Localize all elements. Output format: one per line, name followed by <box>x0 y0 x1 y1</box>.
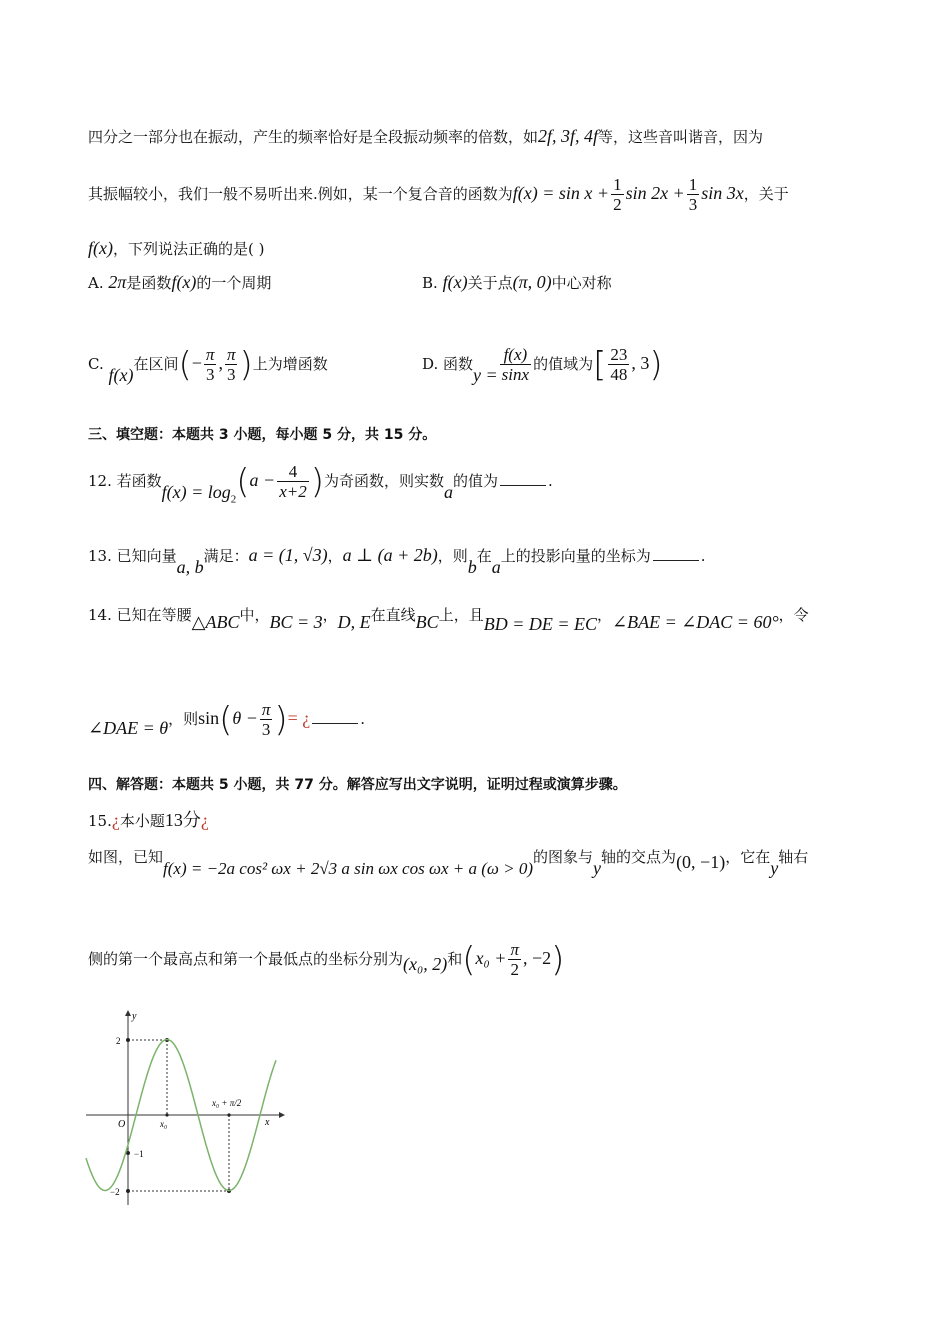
tick-y-neg1: −1 <box>134 1149 144 1159</box>
tick-x0: x₀ <box>160 1119 168 1129</box>
paragraph-line-1: 四分之一部分也在振动，产生的频率恰好是全段振动频率的倍数，如2f, 3f, 4f等，这些音叫谐音，因为 <box>88 126 764 146</box>
x-axis-label: x <box>265 1117 270 1128</box>
option-b[interactable]: B. f(x)关于点(π, 0)中心对称 <box>422 272 612 292</box>
question-15-line-2: 侧的第一个最高点和第一个最低点的坐标分别为(x₀, 2)和(x₀ + $\frac{\pi}{2}$ , −2) <box>88 940 565 980</box>
option-d[interactable]: D. 函数y = $\frac{f(x)}{\sin x}$ 的值域为[ $\frac{23}{48}$ , 3) <box>422 345 663 385</box>
question-13: 13. 已知向量a, b满足：a = (1, √3)，a ⊥ (a + 2b)，则b在a上的投影向量的坐标为 . <box>88 545 706 577</box>
function-definition: f(x) = sin x + <box>512 183 610 203</box>
option-c[interactable]: C. f(x)在区间(− $\frac{\pi}{3}$ , $\frac{\pi}{3}$ )上为增函数 <box>88 345 328 385</box>
tick-y-neg2: −2 <box>110 1187 120 1197</box>
answer-blank[interactable] <box>312 723 358 724</box>
section-heading-fill-in: 三、填空题：本题共 3 小题，每小题 5 分，共 15 分。 <box>88 427 437 443</box>
option-a[interactable]: A. 2π是函数f(x)的一个周期 <box>88 272 272 292</box>
tick-y-2: 2 <box>116 1036 121 1046</box>
origin-label: O <box>118 1119 126 1130</box>
y-axis-label: y <box>132 1011 137 1022</box>
question-14-line-2: ∠DAE = θ，则sin(θ − $\frac{\pi}{3}$ )= ¿ . <box>88 700 366 740</box>
answer-blank[interactable] <box>500 485 546 486</box>
tick-x0-plus-half-pi: x₀ + π/2 <box>212 1098 242 1108</box>
question-15-header: 15.¿本小题13分¿ <box>88 810 209 830</box>
section-heading-solutions: 四、解答题：本题共 5 小题，共 77 分。解答应写出文字说明，证明过程或演算步骤。 <box>88 777 627 793</box>
answer-blank[interactable] <box>653 560 699 561</box>
function-graph <box>80 1005 290 1210</box>
harmonic-frequencies: 2f, 3f, 4f <box>538 126 599 146</box>
question-stem: f(x)，下列说法正确的是( ) <box>88 238 265 258</box>
question-12: 12. 若函数$f(x) = \log_2(a$ − $\frac{4}{x+2}$ )为奇函数，则实数a的值为 . <box>88 462 553 506</box>
paragraph-line-2: 其振幅较小，我们一般不易听出来.例如，某一个复合音的函数为f(x) = sin x + $\frac{1}{2}$ sin 2x + $\frac{1}{3}$ sin 3x，关于 <box>88 175 789 214</box>
question-14-line-1: 14. 已知在等腰△ABC中，BC = 3，D, E在直线BC上，且BD = DE = EC，∠BAE = ∠DAC = 60°，令 <box>88 606 809 634</box>
question-15-line-1: 如图，已知f(x) = −2a cos² ωx + 2√3 a sin ωx cos ωx + a (ω > 0)的图象与y轴的交点为(0, −1)，它在y轴右 <box>88 848 809 878</box>
